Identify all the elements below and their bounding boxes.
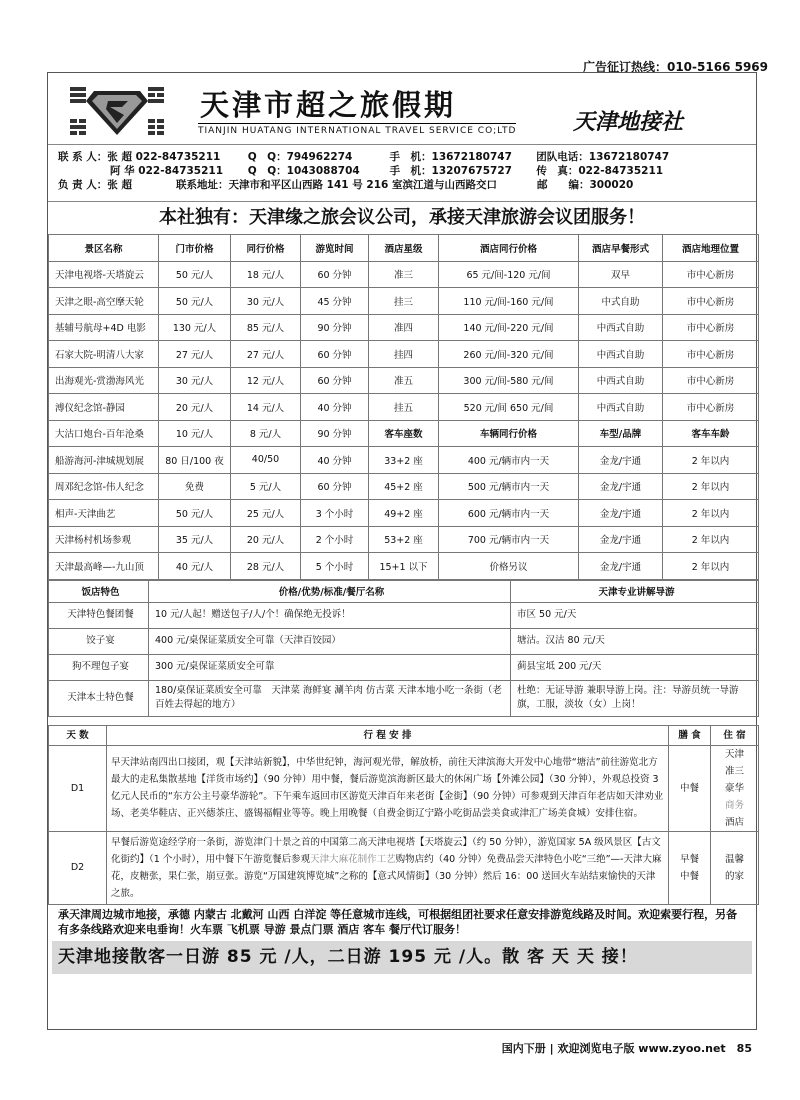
table-cell: 130 元/人 [159, 314, 231, 341]
table-cell: 2 年以内 [663, 553, 759, 580]
table-cell: 2 个小时 [301, 526, 369, 553]
hotel-line: 酒店 [724, 816, 744, 828]
table-cell: 准四 [369, 314, 439, 341]
table-cell: 20 元/人 [159, 394, 231, 421]
table-cell: 18 元/人 [231, 261, 301, 288]
table-cell: 53+2 座 [369, 526, 439, 553]
manager: 负 责 人：张 超 [58, 179, 132, 191]
table-cell: 40 元/人 [159, 553, 231, 580]
table-cell: 金龙/宇通 [579, 447, 663, 474]
table-row [49, 654, 759, 680]
table-cell: 8 元/人 [231, 420, 301, 447]
table-row [49, 341, 759, 368]
scenic-header-1: 门市价格 [159, 235, 231, 262]
table-cell: 狗不理包子宴 [49, 654, 149, 680]
table-cell: 相声-天津曲艺 [49, 500, 159, 527]
table-cell: 5 个小时 [301, 553, 369, 580]
table-cell: 50 元/人 [159, 288, 231, 315]
table-cell: 35 元/人 [159, 526, 231, 553]
table-cell: 300 元/桌保证菜质安全可靠 [149, 654, 511, 680]
table-cell: 2 年以内 [663, 447, 759, 474]
table-row [49, 500, 759, 527]
day2-plan-part: 购物店约（40 分钟）免费品尝天津特色小吃“三绝”—-天津大麻花，皮糖张，果仁张，崩豆张。游览“万国建筑博览城”之称的【意式风情街】（30 分钟）然后 16：00 送回火车站结束愉快的天津之旅。 [111, 853, 662, 899]
table-cell: 10 元/人 [159, 420, 231, 447]
food-header-price: 价格/优势/标准/餐厅名称 [149, 580, 511, 602]
table-cell: 周邓纪念馆-伟人纪念 [49, 473, 159, 500]
table-cell: 400 元/桌保证菜质安全可靠（天津百饺园） [149, 628, 511, 654]
table-cell: 15+1 以下 [369, 553, 439, 580]
address: 联系地址：天津市和平区山西路 141 号 216 室滨江道与山西路交口 [176, 179, 497, 191]
table-cell: 520 元/间 650 元/间 [439, 394, 579, 421]
table-cell: 市中心新房 [663, 394, 759, 421]
table-cell: 500 元/辆市内一天 [439, 473, 579, 500]
ad-hotline: 广告征订热线：010-5166 5969 [582, 60, 768, 74]
table-cell: 400 元/辆市内一天 [439, 447, 579, 474]
table-cell: 3 个小时 [301, 500, 369, 527]
table-cell: 260 元/间-320 元/间 [439, 341, 579, 368]
table-cell: 2 年以内 [663, 473, 759, 500]
table-cell: 天津特色餐团餐 [49, 602, 149, 628]
table-cell: 挂四 [369, 341, 439, 368]
table-cell: 65 元/间-120 元/间 [439, 261, 579, 288]
table-cell: 27 元/人 [159, 341, 231, 368]
vehicle-subheader: 车辆同行价格 [439, 420, 579, 447]
hotel-line: 准三 [724, 765, 744, 777]
table-row [49, 602, 759, 628]
table-row [49, 680, 759, 716]
table-cell: 60 分钟 [301, 341, 369, 368]
itinerary-header-hotel: 住 宿 [711, 725, 759, 745]
table-cell: 挂三 [369, 288, 439, 315]
vehicle-subheader: 客车车龄 [663, 420, 759, 447]
hotel-line: 的家 [724, 870, 744, 882]
table-cell: 45 分钟 [301, 288, 369, 315]
table-cell: 40 分钟 [301, 447, 369, 474]
table-cell: 挂五 [369, 394, 439, 421]
scenic-header-0: 景区名称 [49, 235, 159, 262]
day2-plan-highlight: 天津大麻花制作工艺 [310, 853, 396, 865]
table-cell: 110 元/间-160 元/间 [439, 288, 579, 315]
postcode: 邮 编：300020 [537, 179, 634, 191]
table-row [49, 288, 759, 315]
table-cell: 石家大院-明清八大家 [49, 341, 159, 368]
scenic-header-5: 酒店同行价格 [439, 235, 579, 262]
header [48, 73, 756, 145]
table-row [49, 526, 759, 553]
contact-person-2: 阿 华 022-84735211 [110, 165, 224, 177]
day2-meal [669, 831, 711, 904]
table-cell: 14 元/人 [231, 394, 301, 421]
table-cell: 2 年以内 [663, 500, 759, 527]
table-cell: 60 分钟 [301, 367, 369, 394]
table-cell: 中西式自助 [579, 367, 663, 394]
day1-hotel [711, 745, 759, 831]
table-cell: 28 元/人 [231, 553, 301, 580]
table-cell: 蓟县宝坻 200 元/天 [511, 654, 759, 680]
food-header-feature: 饭店特色 [49, 580, 149, 602]
table-cell: 准三 [369, 261, 439, 288]
scenic-header-3: 游览时间 [301, 235, 369, 262]
itinerary-day2 [49, 831, 759, 904]
table-cell: 市中心新房 [663, 367, 759, 394]
company-name-en: TIANJIN HUATANG INTERNATIONAL TRAVEL SERVICE CO;LTD [198, 123, 516, 136]
table-row [49, 447, 759, 474]
table-cell: 90 分钟 [301, 420, 369, 447]
table-cell: 船游海河-津城规划展 [49, 447, 159, 474]
scenic-price-table [48, 234, 759, 580]
day2-hotel [711, 831, 759, 904]
table-cell: 塘沽。汉沽 80 元/天 [511, 628, 759, 654]
itinerary-header-day: 天 数 [49, 725, 107, 745]
itinerary-header-meal: 膳 食 [669, 725, 711, 745]
table-cell: 5 元/人 [231, 473, 301, 500]
table-cell: 10 元/人起！赠送包子/人/个！确保绝无投诉！ [149, 602, 511, 628]
table-cell: 2 年以内 [663, 526, 759, 553]
table-cell: 出海观光-赏渤海风光 [49, 367, 159, 394]
table-cell: 市中心新房 [663, 288, 759, 315]
table-cell: 天津本土特色餐 [49, 680, 149, 716]
table-cell: 45+2 座 [369, 473, 439, 500]
fax: 传 真：022-84735211 [536, 165, 664, 177]
table-cell: 25 元/人 [231, 500, 301, 527]
table-cell: 天津杨村机场参观 [49, 526, 159, 553]
table-cell: 金龙/宇通 [579, 553, 663, 580]
day2-plan-part: 早餐后游览途经学府一条街，游览津门十景之首的中国第二高天津电视塔【天塔旋云】（约 50 分钟），游览国家 5A 级风景区【古文化街约】（1 个小时），用中餐下午游览餐后参观 [111, 836, 661, 865]
conference-banner: 本社独有：天津缘之旅会议公司，承接天津旅游会议团服务！ [159, 207, 645, 228]
table-cell: 20 元/人 [231, 526, 301, 553]
table-cell: 80 日/100 夜 [159, 447, 231, 474]
scenic-header-4: 酒店星级 [369, 235, 439, 262]
table-cell: 中西式自助 [579, 394, 663, 421]
scenic-header-7: 酒店地理位置 [663, 235, 759, 262]
table-row [49, 628, 759, 654]
table-row [49, 420, 759, 447]
food-header-guide: 天津专业讲解导游 [511, 580, 759, 602]
table-cell: 49+2 座 [369, 500, 439, 527]
company-logo [62, 79, 172, 141]
table-cell: 市中心新房 [663, 341, 759, 368]
table-row [49, 394, 759, 421]
spacer [48, 717, 756, 725]
meal-line: 中餐 [679, 870, 699, 882]
table-cell: 700 元/辆市内一天 [439, 526, 579, 553]
table-row [49, 314, 759, 341]
table-cell: 60 分钟 [301, 261, 369, 288]
qq-2: Q Q：1043088704 [247, 165, 360, 177]
contact-block [48, 145, 756, 202]
table-cell: 90 分钟 [301, 314, 369, 341]
mobile-2: 手 机：13207675727 [389, 165, 512, 177]
table-cell: 中西式自助 [579, 341, 663, 368]
mobile-1: 手 机：13672180747 [389, 151, 512, 163]
scenic-table-header [49, 235, 759, 262]
table-cell: 600 元/辆市内一天 [439, 500, 579, 527]
table-cell: 27 元/人 [231, 341, 301, 368]
table-row [49, 553, 759, 580]
table-cell: 天津之眼-高空摩天轮 [49, 288, 159, 315]
table-cell: 中式自助 [579, 288, 663, 315]
contact-person: 联 系 人：张 超 022-84735211 [58, 151, 221, 163]
group-phone: 团队电话：13672180747 [536, 151, 670, 163]
table-cell: 85 元/人 [231, 314, 301, 341]
table-cell: 天津电视塔-天塔旋云 [49, 261, 159, 288]
ad-frame [47, 72, 757, 1030]
itinerary-day1 [49, 745, 759, 831]
table-cell: 金龙/宇通 [579, 500, 663, 527]
table-row [49, 473, 759, 500]
vehicle-subheader: 客车座数 [369, 420, 439, 447]
itinerary-header-plan: 行 程 安 排 [107, 725, 669, 745]
footer-note: 承天津周边城市地接，承德 内蒙古 北戴河 山西 白洋淀 等任意城市连线，可根据组团社要求任意安排游览线路及时间。欢迎索要行程，另备有多条线路欢迎来电垂询！火车票 飞机票 导游 景点门票 酒店 客车 餐厅代订服务！ [58, 907, 738, 936]
table-cell: 12 元/人 [231, 367, 301, 394]
day-label: D2 [49, 831, 107, 904]
page-footer: 国内下册 | 欢迎浏览电子版 www.zyoo.net 85 [501, 1042, 752, 1055]
table-cell: 30 元/人 [159, 367, 231, 394]
table-row [49, 367, 759, 394]
food-guide-table [48, 580, 759, 717]
table-cell: 40/50 [231, 447, 301, 474]
company-name-cn: 天津市超之旅假期 [200, 88, 457, 122]
table-cell: 溥仪纪念馆-静园 [49, 394, 159, 421]
qq-1: Q Q：794962274 [247, 151, 353, 163]
table-cell: 价格另议 [439, 553, 579, 580]
table-cell: 杜绝：无证导游 兼职导游上岗。注：导游员统一导游旗，工服，淡妆（女）上岗！ [511, 680, 759, 716]
table-cell: 140 元/间-220 元/间 [439, 314, 579, 341]
hotel-line: 天津 [724, 748, 744, 760]
table-cell: 基辅号航母+4D 电影 [49, 314, 159, 341]
hotel-line: 商务 [724, 799, 744, 811]
table-cell: 180/桌保证菜质安全可靠 天津菜 海鲜宴 涮羊肉 仿古菜 天津本地小吃一条街（老百姓去得起的地方） [149, 680, 511, 716]
table-cell: 大沽口炮台-百年沧桑 [49, 420, 159, 447]
day1-meal: 中餐 [669, 745, 711, 831]
table-cell: 30 元/人 [231, 288, 301, 315]
table-cell: 50 元/人 [159, 500, 231, 527]
vehicle-subheader: 车型/品牌 [579, 420, 663, 447]
table-row [49, 261, 759, 288]
day2-plan [107, 831, 669, 904]
table-cell: 免费 [159, 473, 231, 500]
table-cell: 饺子宴 [49, 628, 149, 654]
table-cell: 金龙/宇通 [579, 473, 663, 500]
table-cell: 中西式自助 [579, 314, 663, 341]
hotel-line: 豪华 [724, 782, 744, 794]
meal-line: 早餐 [679, 853, 699, 865]
table-cell: 金龙/宇通 [579, 526, 663, 553]
table-cell: 市区 50 元/天 [511, 602, 759, 628]
table-cell: 市中心新房 [663, 314, 759, 341]
table-cell: 300 元/间-580 元/间 [439, 367, 579, 394]
day1-plan: 早天津站南四出口接团，观【天津站新貌】，中华世纪钟，海河观光带，解放桥，前往天津滨海大开发中心地带“塘沽”前往游览北方最大的走私集散基地【洋货市场约】（90 分钟）用中餐，餐后游览滨海新区最大的休闲广场【外滩公园】（30 分钟），外观总投资 3 亿元人民币的“东方公主号豪华游轮”。下午乘车返回市区游览天津百年来老街【金街】（90 分钟）可参观到天津百年老店如天津劝业场、老美华鞋店、正兴德茶庄、盛锡福帽业等等。晚上用晚餐（自费金街辽宁路小吃街品尝美食或津汇广场美食城）安排住宿。 [107, 745, 669, 831]
day-label: D1 [49, 745, 107, 831]
table-cell: 33+2 座 [369, 447, 439, 474]
table-cell: 天津最高峰—-九山顶 [49, 553, 159, 580]
table-cell: 双早 [579, 261, 663, 288]
table-cell: 60 分钟 [301, 473, 369, 500]
hotel-line: 温馨 [724, 853, 744, 865]
scenic-header-2: 同行价格 [231, 235, 301, 262]
table-cell: 50 元/人 [159, 261, 231, 288]
table-cell: 40 分钟 [301, 394, 369, 421]
itinerary-table [48, 725, 759, 905]
table-cell: 市中心新房 [663, 261, 759, 288]
table-cell: 准五 [369, 367, 439, 394]
company-script-name: 天津地接社 [573, 109, 684, 135]
scenic-header-6: 酒店早餐形式 [579, 235, 663, 262]
price-banner: 天津地接散客一日游 85 元 /人，二日游 195 元 /人。散 客 天 天 接！ [52, 941, 752, 974]
